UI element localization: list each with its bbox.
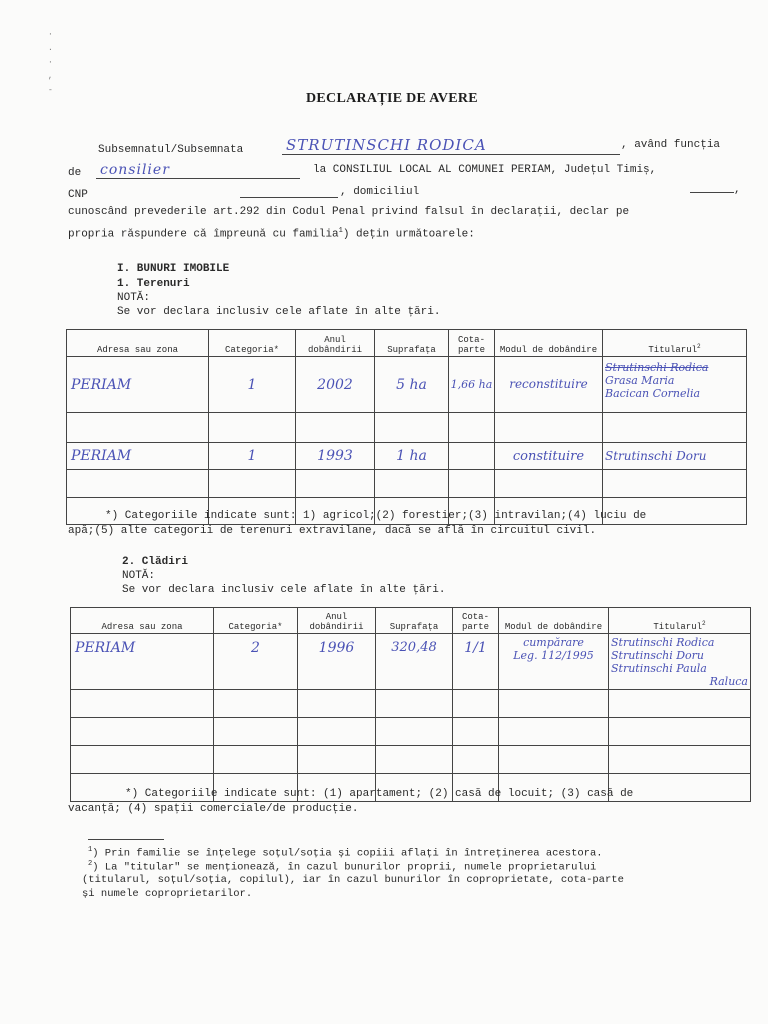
cell-categoria: 1 [209,443,296,470]
cladiri-table [70,607,751,802]
nota-label-1: NOTĂ: [117,292,151,304]
cell-adresa [67,470,209,498]
cell-anul: 1993 [296,443,375,470]
nota-text-2: Se vor declara inclusiv cele aflate în alte țări. [122,584,446,596]
col-cota: Cota-parte [449,330,495,357]
cell-cota [453,718,499,746]
scan-marks: · . · , - [48,30,53,95]
cell-suprafata [375,413,449,443]
name-underline [282,154,620,155]
cell-titular [609,746,751,774]
col-suprafata: Suprafața [376,608,453,634]
cell-titular [603,413,747,443]
cell-cota [449,470,495,498]
cell-modul [495,470,603,498]
cell-adresa: PERIAM [67,357,209,413]
function-label: , având funcția [621,139,721,151]
cell-categoria [214,690,298,718]
cladiri-header-row [71,608,751,634]
cell-categoria [209,413,296,443]
terenuri-footnote-2: apă;(5) alte categorii de terenuri extravilane, dacă se află în circuitul civil. [68,525,597,537]
cell-modul: constituire [495,443,603,470]
cell-categoria [214,718,298,746]
col-suprafata: Suprafața [375,330,449,357]
cell-anul: 1996 [298,634,376,690]
legal-text: cunoscând prevederile art.292 din Codul Penal privind falsul în declarații, declar pe [68,206,630,218]
table-row [71,634,751,690]
legal-text-2: propria răspundere că împreună cu familia$^1$) dețin următoarele: [68,227,475,241]
domicile-end: , [734,184,741,196]
cell-categoria: 2 [214,634,298,690]
footnote-2-line2: (titularul, soțul/soția, copilul), iar în cazul bunurilor în coproprietate, cota-parte [82,874,624,886]
cell-titular [609,718,751,746]
footnote-2-line3: și numele coproprietarilor. [82,888,253,900]
cell-titular: Strutinschi Doru [603,443,747,470]
cladiri-footnote-2: vacanță; (4) spații comerciale/de producție. [68,803,359,815]
footnote-1: $^1$) Prin familie se înțelege soțul/soția și copiii aflați în întreținerea acestora. [88,846,603,860]
col-modul: Modul de dobândire [495,330,603,357]
col-modul: Modul de dobândire [499,608,609,634]
cell-titular [603,470,747,498]
cell-categoria [209,470,296,498]
domicile-label: , domiciliul [340,186,420,198]
cell-modul [499,718,609,746]
table-row [71,718,751,746]
cell-anul [296,413,375,443]
cell-adresa: PERIAM [71,634,214,690]
domicile-underline [690,192,734,193]
col-cota: Cota-parte [453,608,499,634]
section-heading-cladiri: 2. Clădiri [122,556,189,568]
cell-cota: 1/1 [453,634,499,690]
cell-adresa [67,413,209,443]
cell-categoria [214,746,298,774]
cell-cota [453,746,499,774]
cell-categoria: 1 [209,357,296,413]
col-categoria: Categoria* [209,330,296,357]
cell-cota [449,443,495,470]
cell-cota [453,690,499,718]
cell-modul [499,746,609,774]
table-row [67,413,747,443]
declarant-name: STRUTINSCHI RODICA [286,136,487,154]
cell-modul [499,690,609,718]
cell-suprafata [375,470,449,498]
col-anul: Anul dobândirii [296,330,375,357]
col-titular: Titularul$^2$ [603,330,747,357]
de-label: de [68,167,82,179]
col-anul: Anul dobândirii [298,608,376,634]
footnote-divider [88,839,164,840]
cell-suprafata: 320,48 [376,634,453,690]
cell-anul [298,746,376,774]
table-row [71,746,751,774]
cell-anul [296,470,375,498]
cell-suprafata: 1 ha [375,443,449,470]
table-row [67,470,747,498]
institution-text: la CONSILIUL LOCAL AL COMUNEI PERIAM, Județul Timiș, [313,164,657,176]
col-adresa: Adresa sau zona [71,608,214,634]
function-value: consilier [100,162,170,178]
table-row [71,690,751,718]
cell-modul: cumpărare Leg. 112/1995 [499,634,609,690]
terenuri-table [66,329,747,525]
cell-modul: reconstituire [495,357,603,413]
cnp-label: CNP [68,189,88,201]
cell-adresa [71,690,214,718]
col-titular: Titularul$^2$ [609,608,751,634]
cell-suprafata [376,690,453,718]
cnp-underline [240,197,338,198]
terenuri-header-row [67,330,747,357]
cell-suprafata: 5 ha [375,357,449,413]
cell-adresa: PERIAM [67,443,209,470]
terenuri-footnote-1: *) Categoriile indicate sunt: 1) agricol;(2) forestier;(3) intravilan;(4) luciu de [105,510,647,522]
cell-suprafata [376,718,453,746]
footnote-2: $^2$) La "titular" se menționează, în cazul bunurilor proprii, numele proprietarului [88,860,597,874]
cell-anul: 2002 [296,357,375,413]
cell-titular: Strutinschi Rodica Grasa Maria Bacican Cornelia [603,357,747,413]
col-categoria: Categoria* [214,608,298,634]
col-adresa: Adresa sau zona [67,330,209,357]
cell-anul [298,718,376,746]
cell-adresa [71,718,214,746]
cell-modul [495,413,603,443]
table-row [67,443,747,470]
cell-titular: Strutinschi Rodica Strutinschi Doru Strutinschi Paula Raluca [609,634,751,690]
section-heading-terenuri: 1. Terenuri [117,278,190,290]
cell-suprafata [376,746,453,774]
table-row [67,357,747,413]
nota-text-1: Se vor declara inclusiv cele aflate în alte țări. [117,306,441,318]
function-underline [96,178,300,179]
cell-adresa [71,746,214,774]
cell-titular [609,690,751,718]
page-title: DECLARAȚIE DE AVERE [306,91,478,106]
section-heading-imobile: I. BUNURI IMOBILE [117,263,230,275]
cell-cota [449,413,495,443]
declarant-label: Subsemnatul/Subsemnata [98,144,244,156]
cladiri-footnote-1: *) Categoriile indicate sunt: (1) apartament; (2) casă de locuit; (3) casă de [125,788,634,800]
cell-anul [298,690,376,718]
cell-cota: 1,66 ha [449,357,495,413]
nota-label-2: NOTĂ: [122,570,156,582]
